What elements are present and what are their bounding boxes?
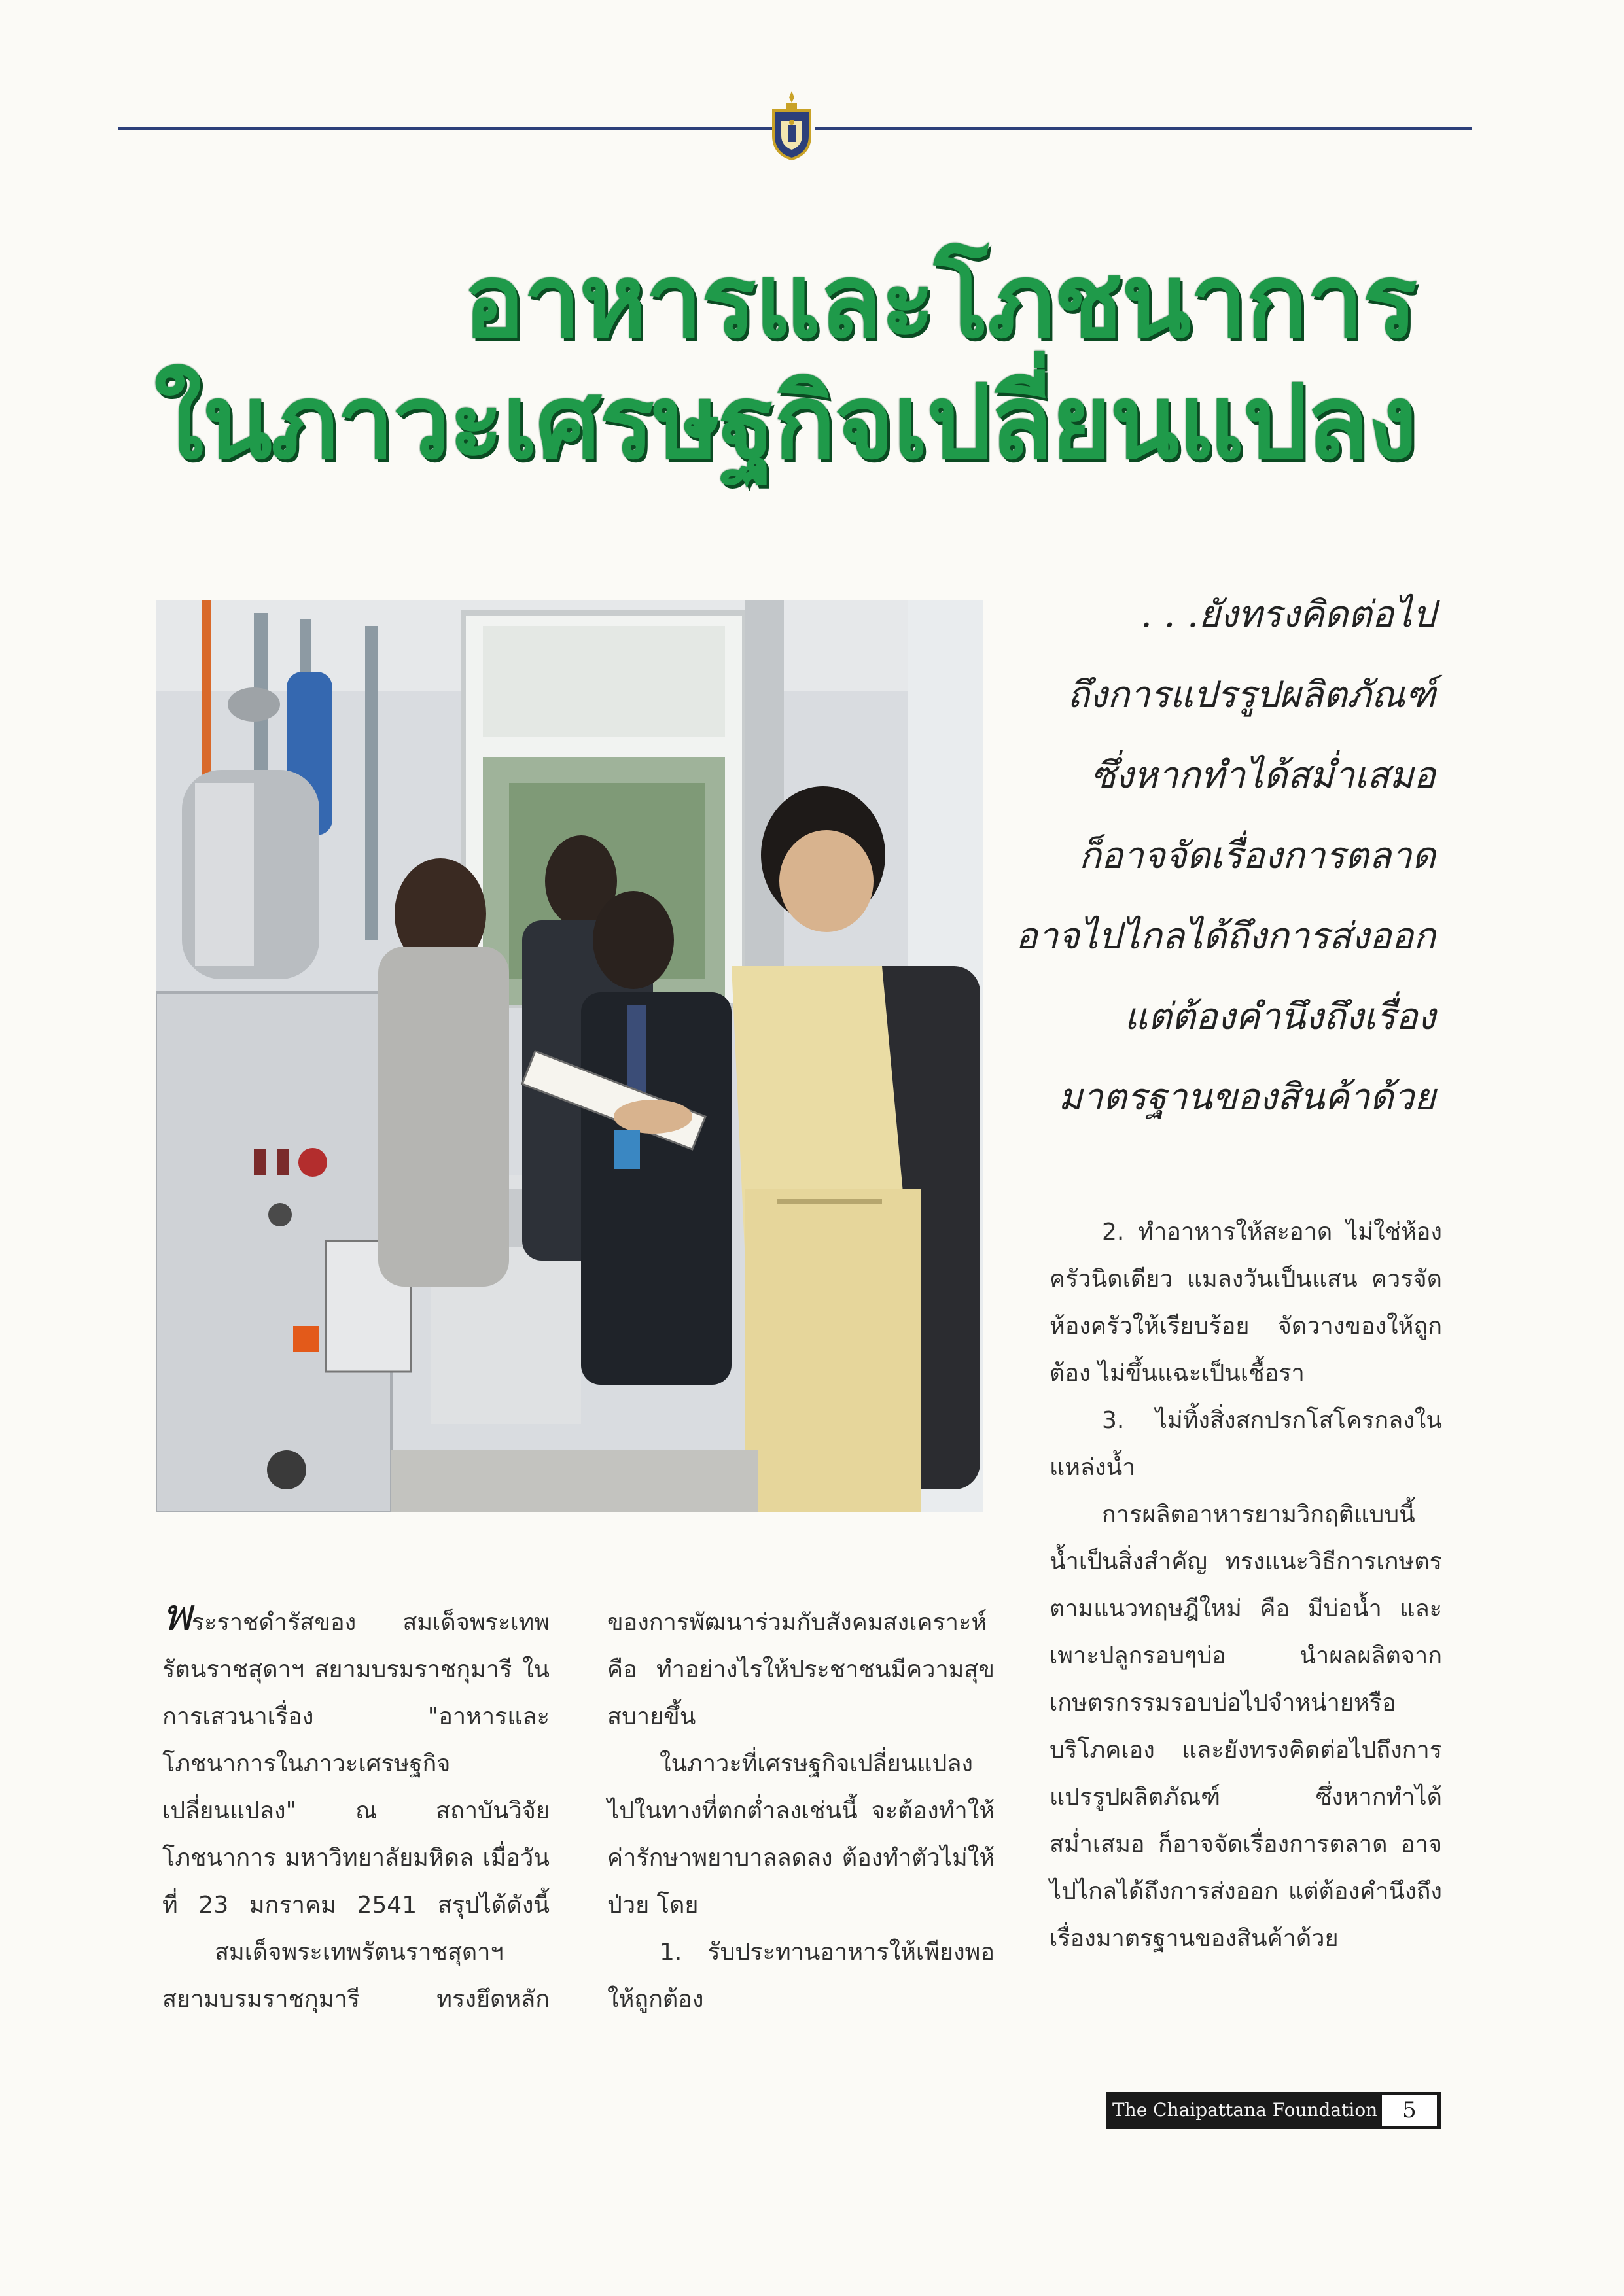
- pull-quote-line-1: . . .ยังทรงคิดต่อไป: [1140, 593, 1436, 636]
- body-column-1: [162, 1590, 550, 2023]
- paragraph-economy: ในภาวะที่เศรษฐกิจเปลี่ยนแปลงไปในทางที่ตกต่ำลงเช่นนี้ จะต้องทำให้ค่ารักษาพยาบาลลดลง ต้องทำตัวไม่ให้ป่วย โดย: [607, 1750, 995, 1919]
- paragraph-intro-text: ระราชดำรัสของ สมเด็จพระเทพรัตนราชสุดาฯ สยามบรมราชกุมารี ในการเสวนาเรื่อง "อาหารและโภชนาการในภาวะเศรษฐกิจเปลี่ยนแปลง" ณ สถาบันวิจัยโภชนาการ มหาวิทยาลัยมหิดล เมื่อวันที่ 23 มกราคม 2541 สรุปได้ดังนี้: [162, 1609, 550, 1919]
- pull-quote-line-3: ซึ่งหากทำได้สม่ำเสมอ: [1091, 754, 1436, 797]
- paragraph-point-2: 2. ทำอาหารให้สะอาด ไม่ใช่ห้องครัวนิดเดียว แมลงวันเป็นแสน ควรจัดห้องครัวให้เรียบร้อย จัดวางของให้ถูกต้อง ไม่ขึ้นแฉะเป็นเชื้อรา: [1050, 1219, 1442, 1387]
- body-column-2: [607, 1599, 995, 2023]
- paragraph-new-theory: การผลิตอาหารยามวิกฤติแบบนี้ น้ำเป็นสิ่งสำคัญ ทรงแนะวิธีการเกษตรตามแนวทฤษฎีใหม่ คือ มีบ่อน้ำ และเพาะปลูกรอบๆบ่อ นำผลผลิตจากเกษตรกรรมรอบบ่อไปจำหน่ายหรือบริโภคเอง และยังทรงคิดต่อไปถึงการแปรรูปผลิตภัณฑ์ ซึ่งหากทำได้สม่ำเสมอ ก็อาจจัดเรื่องการตลาด อาจไปไกลได้ถึงการส่งออก แต่ต้องคำนึงถึงเรื่องมาตรฐานของสินค้าด้วย: [1050, 1501, 1442, 1952]
- body-column-3: [1050, 1209, 1442, 1962]
- page-number: 5: [1382, 2095, 1437, 2126]
- lab-visit-photo: [156, 600, 983, 1512]
- paragraph-point-1: 1. รับประทานอาหารให้เพียงพอ ให้ถูกต้อง: [607, 1939, 995, 2013]
- paragraph-intro: [162, 1590, 550, 1929]
- paragraph-point-3: 3. ไม่ทิ้งสิ่งสกปรกโสโครกลงในแหล่งน้ำ: [1050, 1407, 1442, 1481]
- paragraph-princess: สมเด็จพระเทพรัตนราชสุดาฯ สยามบรมราชกุมารี ทรงยึดหลัก: [162, 1939, 550, 2013]
- pull-quote-line-5: อาจไปไกลได้ถึงการส่งออก: [1015, 915, 1436, 958]
- paragraph-principle: ของการพัฒนาร่วมกับสังคมสงเคราะห์ คือ ทำอย่างไรให้ประชาชนมีความสุขสบายขึ้น: [607, 1609, 995, 1730]
- header-rule-left: [118, 127, 772, 130]
- pull-quote: [899, 574, 1436, 1138]
- pull-quote-line-6: แต่ต้องคำนึงถึงเรื่อง: [1124, 996, 1436, 1038]
- header-rule-right: [815, 127, 1472, 130]
- drop-cap: พ: [162, 1590, 192, 1641]
- pull-quote-line-7: มาตรฐานของสินค้าด้วย: [1058, 1076, 1436, 1119]
- pull-quote-line-4: ก็อาจจัดเรื่องการตลาด: [1078, 835, 1436, 877]
- footer-publisher: The Chaipattana Foundation: [1112, 2099, 1378, 2121]
- title-line-1: อาหารและโภชนาการ: [463, 241, 1416, 360]
- pull-quote-line-2: ถึงการแปรรูปผลิตภัณฑ์: [1067, 674, 1436, 716]
- foundation-emblem-icon: [764, 88, 819, 162]
- title-line-2: ในภาวะเศรษฐกิจเปลี่ยนแปลง: [154, 362, 1416, 481]
